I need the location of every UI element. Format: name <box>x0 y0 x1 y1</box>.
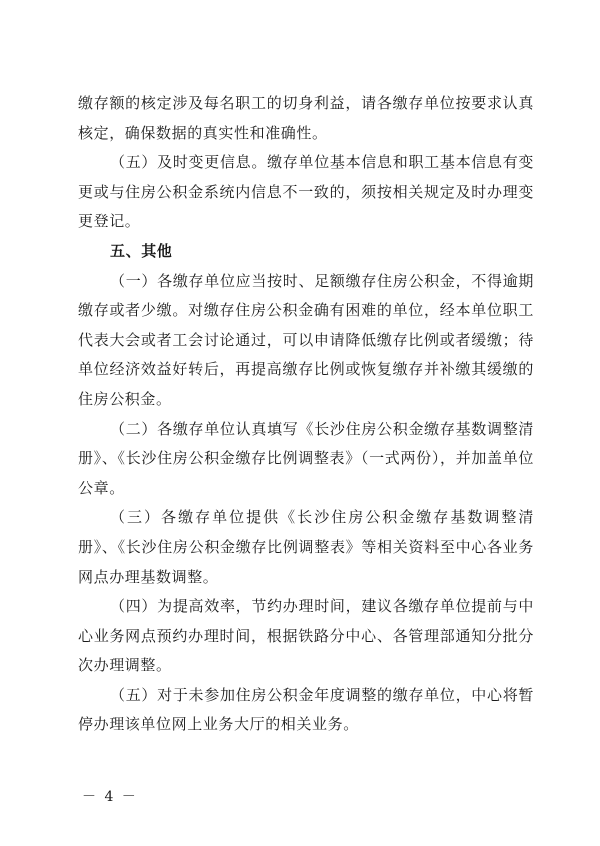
paragraph-item-3: （三）各缴存单位提供《长沙住房公积金缴存基数调整清册》、《长沙住房公积金缴存比例调整表》等相关资料至中心各业务网点办理基数调整。 <box>78 508 534 586</box>
paragraph-item-2: （二）各缴存单位认真填写《长沙住房公积金缴存基数调整清册》、《长沙住房公积金缴存比例调整表》（一式两份），并加盖单位公章。 <box>78 419 534 497</box>
section-heading-other: 五、其他 <box>110 241 173 260</box>
page-number: － 4 － <box>82 789 138 805</box>
paragraph-item-5: （五）对于未参加住房公积金年度调整的缴存单位，中心将暂停办理该单位网上业务大厅的相关业务。 <box>78 685 534 734</box>
paragraph-item-4: （四）为提高效率，节约办理时间，建议各缴存单位提前与中心业务网点预约办理时间，根据铁路分中心、各管理部通知分批分次办理调整。 <box>78 597 534 675</box>
paragraph-continuation: 缴存额的核定涉及每名职工的切身利益，请各缴存单位按要求认真核定，确保数据的真实性和准确性。 <box>78 94 534 142</box>
paragraph-update-info: （五）及时变更信息。缴存单位基本信息和职工基本信息有变更或与住房公积金系统内信息不一致的，须按相关规定及时办理变更登记。 <box>78 153 534 231</box>
document-body <box>78 89 534 740</box>
paragraph-item-1: （一）各缴存单位应当按时、足额缴存住房公积金，不得逾期缴存或者少缴。对缴存住房公积金确有困难的单位，经本单位职工代表大会或者工会讨论通过，可以申请降低缴存比例或者缓缴；待单位经济效益好转后，再提高缴存比例或恢复缴存并补缴其缓缴的住房公积金。 <box>78 271 534 408</box>
